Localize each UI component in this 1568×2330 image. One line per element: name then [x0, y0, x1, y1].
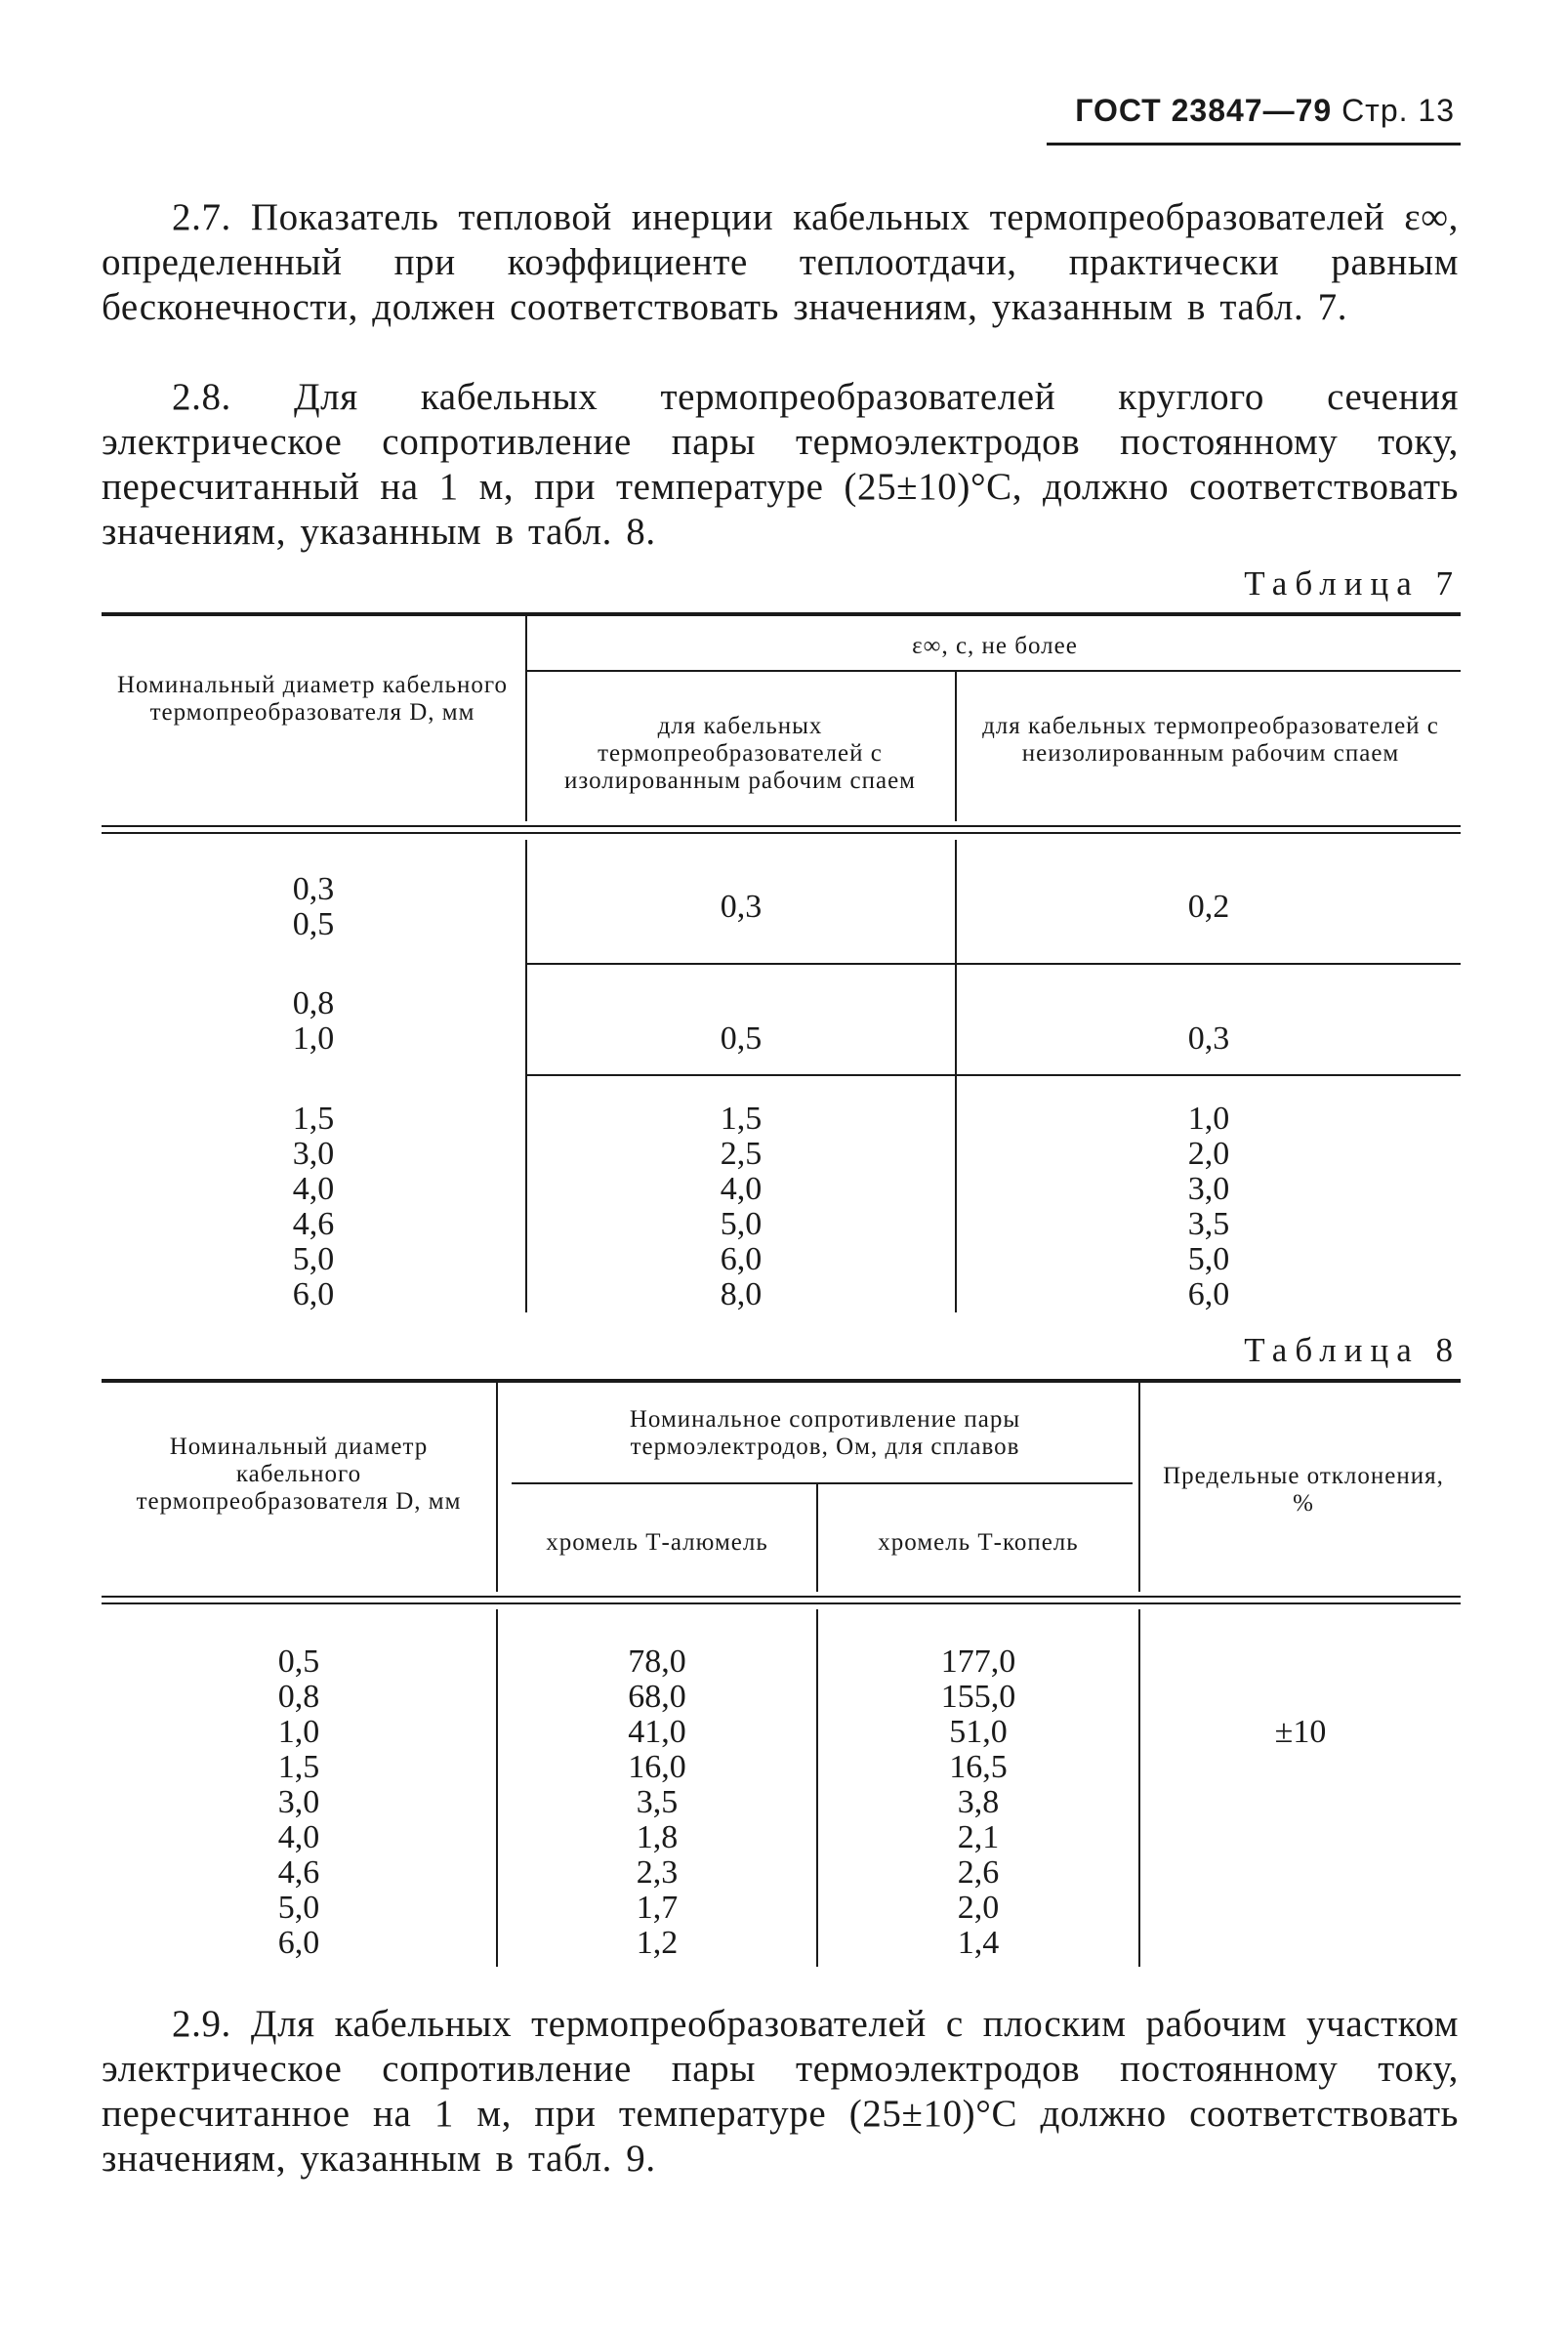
- table-8-cell: 51,0: [949, 1714, 1008, 1750]
- table-8-header-rule-a: [102, 1596, 1461, 1598]
- table-8-cell: 0,8: [277, 1679, 320, 1715]
- table-8-cell: 1,0: [277, 1714, 320, 1750]
- table-7-header-rule-a: [102, 825, 1461, 827]
- table-8-group-header: Номинальное сопротивление пары термоэлектродов, Ом, для сплавов: [629, 1406, 1021, 1460]
- table-7-cell: 2,0: [1187, 1136, 1230, 1172]
- table-8-cell: 1,2: [636, 1925, 679, 1961]
- table-7-cell: 0,5: [292, 906, 335, 942]
- table-8-cell: 3,8: [957, 1784, 1000, 1820]
- table-7-cell: 3,0: [292, 1136, 335, 1172]
- table-7-col-diameter-header: Номинальный диаметр кабельного термопреобразователя D, мм: [117, 672, 508, 726]
- table-7-cell: 0,3: [1187, 1020, 1230, 1057]
- table-8-cell: 2,3: [636, 1854, 679, 1891]
- table-7-group-header: ε∞, с, не более: [912, 633, 1078, 659]
- table-8-cell: 16,5: [949, 1749, 1008, 1785]
- table-8-col-diameter-header: Номинальный диаметр кабельного термопреобразователя D, мм: [136, 1434, 462, 1515]
- paragraph-2-9: [102, 2002, 1459, 2182]
- table-8-cell: 177,0: [940, 1643, 1016, 1680]
- table-7-top-rule: [102, 612, 1461, 616]
- table-7-header-rule-b: [102, 832, 1461, 834]
- table-8-diameters: [102, 1644, 496, 1961]
- table-7-cell: 0,8: [292, 985, 335, 1021]
- table-8-cell: 78,0: [628, 1643, 686, 1680]
- table-7-cell: 1,0: [292, 1020, 335, 1057]
- paragraph-2-8: [102, 375, 1459, 555]
- table-7-group-3-non-insulated: [957, 1102, 1461, 1312]
- table-7-row-rule-2: [527, 1074, 1461, 1076]
- table-8-vline-2: [816, 1484, 818, 1592]
- table-8-chromel-alumel-values: [498, 1644, 816, 1961]
- table-7-group-2-diameters: [102, 986, 525, 1057]
- table-7-cell: 5,0: [1187, 1241, 1230, 1277]
- table-8-cell: 1,5: [277, 1749, 320, 1785]
- paragraph-2-7-text: 2.7. Показатель тепловой инерции кабельных термопреобразователей ε∞, определенный при коэффициенте теплоотдачи, практически равным бесконечности, должен соответствовать значениям, указанным в табл. 7.: [102, 196, 1459, 328]
- table-8-cell: 16,0: [628, 1749, 686, 1785]
- table-8-cell: 0,5: [277, 1643, 320, 1680]
- table-7-cell: 1,5: [720, 1101, 763, 1137]
- page-header: [1035, 93, 1455, 129]
- table-7-cell: 4,0: [292, 1171, 335, 1207]
- paragraph-2-8-text: 2.8. Для кабельных термопреобразователей круглого сечения электрическое сопротивление пары термоэлектродов постоянному току, пересчитанный на 1 м, при температуре (25±10)°С, должно соответствовать значениям, указанным в табл. 8.: [102, 376, 1459, 553]
- table-7-cell: 3,5: [1187, 1206, 1230, 1242]
- table-7-cell: 0,3: [292, 871, 335, 907]
- table-8-header-rule-b: [102, 1602, 1461, 1604]
- table-8-col-chromel-copel-header: хромель Т-копель: [878, 1529, 1079, 1556]
- table-7-cell: 0,2: [1187, 889, 1230, 925]
- table-7-cell: 1,5: [292, 1101, 335, 1137]
- table-7-cell: 0,3: [720, 889, 763, 925]
- table-7-cell: 0,5: [720, 1020, 763, 1057]
- table-7-title: Таблица 7: [1244, 564, 1461, 603]
- table-8-cell: 6,0: [277, 1925, 320, 1961]
- table-7-cell: 4,6: [292, 1206, 335, 1242]
- table-8-col-deviation-header: Предельные отклонения, %: [1163, 1463, 1444, 1517]
- table-7-cell: 4,0: [720, 1171, 763, 1207]
- table-8-vline-1: [496, 1381, 498, 1592]
- table-7-cell: 6,0: [292, 1276, 335, 1312]
- table-8-top-rule: [102, 1379, 1461, 1383]
- table-8-chromel-copel-values: [818, 1644, 1138, 1961]
- standard-code: ГОСТ 23847—79: [1075, 93, 1333, 128]
- table-8-cell: 155,0: [940, 1679, 1016, 1715]
- table-7-group-3-diameters: [102, 1102, 525, 1312]
- table-8-col-chromel-alumel-header: хромель Т-алюмель: [546, 1529, 768, 1556]
- table-7-cell: 5,0: [292, 1241, 335, 1277]
- table-8-cell: 4,6: [277, 1854, 320, 1891]
- table-7-cell: 8,0: [720, 1276, 763, 1312]
- table-7-cell: 6,0: [1187, 1276, 1230, 1312]
- header-rule: [1047, 143, 1461, 146]
- paragraph-2-7: [102, 195, 1459, 330]
- table-8-group-rule: [512, 1482, 1133, 1484]
- table-7-row-rule-1: [527, 963, 1461, 965]
- table-8-body-vline-3: [1138, 1609, 1140, 1967]
- table-7-cell: 2,5: [720, 1136, 763, 1172]
- table-7-group-1-diameters: [102, 872, 525, 942]
- table-7-vline-2: [955, 672, 957, 821]
- table-7-col-insulated-header: для кабельных термопреобразователей с изолированным рабочим спаем: [563, 713, 916, 794]
- table-7-cell: 5,0: [720, 1206, 763, 1242]
- table-8-cell: 1,4: [957, 1925, 1000, 1961]
- table-7-cell: 1,0: [1187, 1101, 1230, 1137]
- table-7-cell: 6,0: [720, 1241, 763, 1277]
- table-7-group-rule: [527, 670, 1461, 672]
- paragraph-2-9-text: 2.9. Для кабельных термопреобразователей с плоским рабочим участком электрическое сопротивление пары термоэлектродов постоянному току, пересчитанное на 1 м, при температуре (25±10)°С должно соответствовать значениям, указанным в табл. 9.: [102, 2003, 1459, 2180]
- table-8-cell: 3,5: [636, 1784, 679, 1820]
- table-8-cell: 1,7: [636, 1890, 679, 1926]
- table-8-cell: 4,0: [277, 1819, 320, 1855]
- table-8-cell: 1,8: [636, 1819, 679, 1855]
- table-8-cell: 2,6: [957, 1854, 1000, 1891]
- table-7-group-3-insulated: [527, 1102, 955, 1312]
- table-8-cell: 2,0: [957, 1890, 1000, 1926]
- table-8-vline-3: [1138, 1381, 1140, 1592]
- table-8-title: Таблица 8: [1244, 1331, 1461, 1369]
- table-8-cell: 3,0: [277, 1784, 320, 1820]
- table-7-cell: 3,0: [1187, 1171, 1230, 1207]
- table-8-cell: 2,1: [957, 1819, 1000, 1855]
- table-7-vline-1: [525, 614, 527, 821]
- table-8-cell: 41,0: [628, 1714, 686, 1750]
- table-8-cell: 5,0: [277, 1890, 320, 1926]
- table-8-cell: 68,0: [628, 1679, 686, 1715]
- page-number: Стр. 13: [1341, 93, 1455, 128]
- table-7-col-non-insulated-header: для кабельных термопреобразователей с неизолированным рабочим спаем: [982, 713, 1439, 767]
- table-8-deviation-value: ±10: [1274, 1714, 1327, 1750]
